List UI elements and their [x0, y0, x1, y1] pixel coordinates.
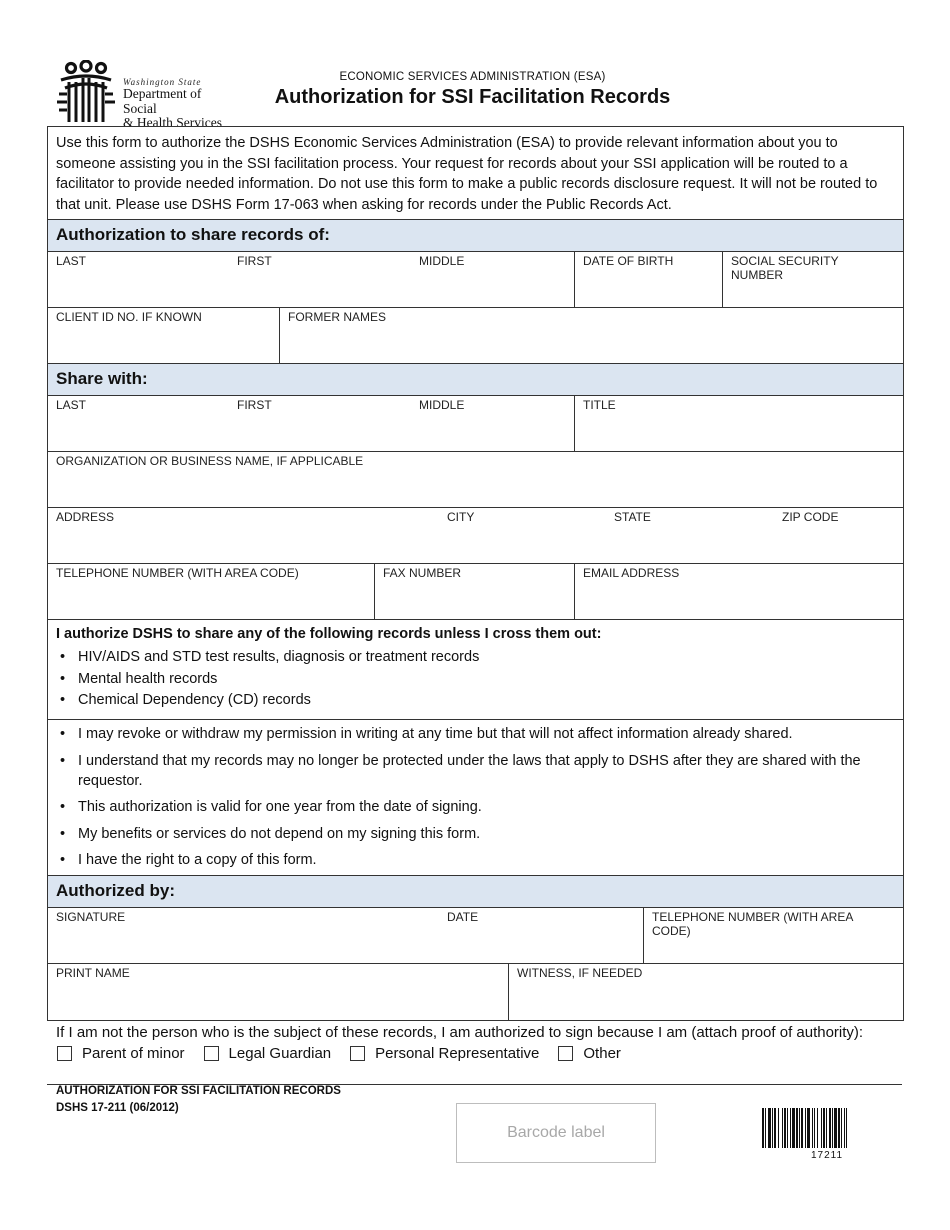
former-names-field[interactable]	[279, 308, 903, 363]
recipient-fax-field[interactable]	[374, 564, 574, 619]
client-last-label: LAST	[56, 254, 87, 268]
intro-text: Use this form to authorize the DSHS Economic Services Administration (ESA) to provide relevant information about you to someone assisting you in the SSI facilitation process. Your request for records about your SSI application will be routed to a facilitator to provide needed information. Do not use this form to make a public records disclosure request. It will not be routed to that unit. Please use DSHS Form 17-063 when asking for records under the Public Records Act.	[48, 127, 903, 220]
page-title: Authorization for SSI Facilitation Records	[274, 86, 671, 108]
barcode-bar	[790, 1108, 791, 1148]
checkbox[interactable]	[558, 1046, 573, 1061]
barcode-bar	[823, 1108, 825, 1148]
client-id-field[interactable]	[48, 308, 279, 363]
barcode-number: 17211	[810, 1150, 844, 1161]
zip-label: ZIP CODE	[782, 510, 839, 524]
state-label: STATE	[614, 510, 651, 524]
barcode-bar	[832, 1108, 833, 1148]
signer-phone-label: TELEPHONE NUMBER (WITH AREA CODE)	[652, 910, 853, 938]
option-label: Other	[583, 1045, 621, 1062]
client-ssn-label: SOCIAL SECURITY NUMBER	[731, 254, 839, 282]
option-label: Parent of minor	[82, 1045, 185, 1062]
recipient-phone-label: TELEPHONE NUMBER (WITH AREA CODE)	[56, 566, 299, 580]
date-label: DATE	[447, 910, 479, 924]
barcode-bar	[782, 1108, 783, 1148]
recipient-name-field[interactable]	[48, 396, 574, 451]
client-name-field[interactable]	[48, 252, 574, 307]
barcode-bar	[821, 1108, 822, 1148]
section-heading-authorized: Authorized by:	[48, 876, 903, 908]
recipient-email-field[interactable]	[574, 564, 903, 619]
option-other[interactable]	[558, 1045, 621, 1062]
authority-note: If I am not the person who is the subject of these records, I am authorized to sign because I am (attach proof of authority):	[56, 1024, 864, 1041]
checkbox[interactable]	[57, 1046, 72, 1061]
authorization-form	[47, 126, 904, 1021]
term-item: • I have the right to a copy of this form.	[56, 850, 895, 870]
footer-form-title: AUTHORIZATION FOR SSI FACILITATION RECORDS	[56, 1085, 341, 1097]
barcode-bar	[778, 1108, 779, 1148]
barcode-icon	[762, 1108, 892, 1148]
record-item: • HIV/AIDS and STD test results, diagnosis or treatment records	[56, 647, 895, 669]
record-item: • Mental health records	[56, 669, 895, 691]
recipient-email-label: EMAIL ADDRESS	[583, 566, 680, 580]
barcode-bar	[834, 1108, 837, 1148]
signer-phone-field[interactable]	[643, 908, 903, 963]
barcode-bar	[841, 1108, 842, 1148]
barcode-bar	[817, 1108, 818, 1148]
barcode-label-placeholder: Barcode label	[456, 1103, 656, 1163]
section-heading-share: Share with:	[48, 364, 903, 396]
authority-options	[57, 1045, 640, 1062]
record-item: • Chemical Dependency (CD) records	[56, 690, 895, 712]
term-item: • This authorization is valid for one year from the date of signing.	[56, 797, 895, 817]
barcode-bar	[792, 1108, 795, 1148]
barcode-bar	[787, 1108, 788, 1148]
barcode-bar	[829, 1108, 831, 1148]
barcode-bar	[801, 1108, 803, 1148]
barcode-bar	[796, 1108, 798, 1148]
barcode-bar	[784, 1108, 786, 1148]
witness-label: WITNESS, IF NEEDED	[517, 966, 643, 980]
term-item: • I understand that my records may no longer be protected under the laws that apply to DSHS after they are shared with the requestor.	[56, 751, 895, 791]
barcode-bar	[812, 1108, 813, 1148]
address-label: ADDRESS	[56, 510, 115, 524]
print-name-field[interactable]	[48, 964, 508, 1020]
client-first-label: FIRST	[237, 254, 272, 268]
former-names-label: FORMER NAMES	[288, 310, 387, 324]
records-lead: I authorize DSHS to share any of the following records unless I cross them out:	[56, 626, 602, 642]
recipient-phone-field[interactable]	[48, 564, 374, 619]
barcode-bar	[765, 1108, 766, 1148]
barcode-bar	[762, 1108, 764, 1148]
barcode-bar	[846, 1108, 847, 1148]
recipient-fax-label: FAX NUMBER	[383, 566, 462, 580]
family-logo-icon	[55, 60, 117, 124]
option-parent-of-minor[interactable]	[57, 1045, 185, 1062]
signature-label: SIGNATURE	[56, 910, 126, 924]
checkbox[interactable]	[350, 1046, 365, 1061]
barcode-bar	[805, 1108, 806, 1148]
client-id-label: CLIENT ID NO. IF KNOWN	[56, 310, 202, 324]
client-ssn-field[interactable]	[722, 252, 903, 307]
recipient-last-label: LAST	[56, 398, 87, 412]
client-dob-field[interactable]	[574, 252, 722, 307]
term-item: • My benefits or services do not depend on my signing this form.	[56, 824, 895, 844]
client-middle-label: MIDDLE	[419, 254, 465, 268]
barcode-bar	[814, 1108, 815, 1148]
organization-field[interactable]	[48, 452, 903, 507]
footer-form-number: DSHS 17-211 (06/2012)	[56, 1102, 179, 1114]
organization-label: ORGANIZATION OR BUSINESS NAME, IF APPLICABLE	[56, 454, 364, 468]
option-label: Legal Guardian	[228, 1045, 332, 1062]
dshs-logo	[55, 60, 235, 130]
terms-section	[48, 720, 903, 876]
recipient-first-label: FIRST	[237, 398, 272, 412]
barcode-bar	[826, 1108, 827, 1148]
term-item: • I may revoke or withdraw my permission in writing at any time but that will not affect information already shared.	[56, 724, 895, 744]
option-legal-guardian[interactable]	[204, 1045, 332, 1062]
recipient-title-field[interactable]	[574, 396, 903, 451]
logo-dept-line2: & Health Services	[123, 114, 222, 130]
city-label: CITY	[447, 510, 475, 524]
agency-name: ECONOMIC SERVICES ADMINISTRATION (ESA)	[339, 71, 606, 83]
barcode-bar	[838, 1108, 840, 1148]
recipient-address-field[interactable]	[48, 508, 903, 563]
barcode-bar	[774, 1108, 776, 1148]
records-section	[48, 620, 903, 720]
option-label: Personal Representative	[375, 1045, 540, 1062]
witness-field[interactable]	[508, 964, 903, 1020]
section-heading-client: Authorization to share records of:	[48, 220, 903, 252]
recipient-middle-label: MIDDLE	[419, 398, 465, 412]
client-dob-label: DATE OF BIRTH	[583, 254, 674, 268]
logo-state: Washington State	[123, 77, 202, 87]
logo-dept-line1: Department of Social	[123, 86, 202, 116]
option-personal-representative[interactable]	[350, 1045, 539, 1062]
checkbox[interactable]	[204, 1046, 219, 1061]
barcode-bar	[799, 1108, 800, 1148]
barcode-bar	[768, 1108, 771, 1148]
signature-field[interactable]	[48, 908, 643, 963]
barcode-bar	[772, 1108, 773, 1148]
print-name-label: PRINT NAME	[56, 966, 130, 980]
recipient-title-label: TITLE	[583, 398, 616, 412]
barcode-bar	[844, 1108, 845, 1148]
barcode-bar	[807, 1108, 810, 1148]
